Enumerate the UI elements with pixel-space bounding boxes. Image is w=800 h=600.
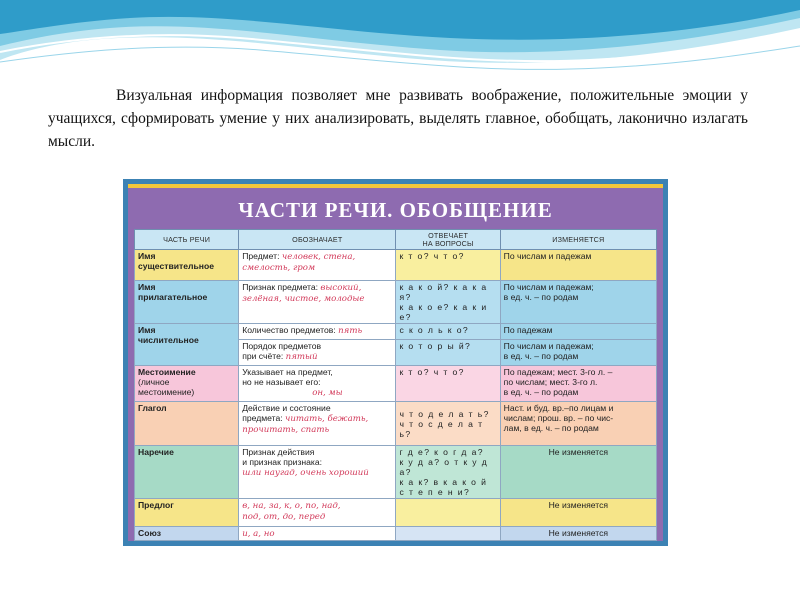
cell-name: Имя числительное bbox=[135, 324, 239, 366]
cell-name: Предлог bbox=[135, 499, 239, 527]
intro-paragraph: Визуальная информация позволяет мне развивать воображение, положительные эмоции у учащихся, сформировать умение у них анализировать, выделять главное, обобщать, лаконично излагать мысли. bbox=[48, 87, 748, 150]
cell-questions: к т о? ч т о? bbox=[396, 366, 500, 402]
cell-questions: к т о? ч т о? bbox=[396, 250, 500, 281]
cell-name: Глагол bbox=[135, 402, 239, 446]
cell-questions: ч т о д е л а т ь? ч т о с д е л а т ь? bbox=[396, 402, 500, 446]
table-row-verb bbox=[135, 402, 657, 446]
table-header-row bbox=[135, 230, 657, 250]
cell-means: Признак предмета: высокий, зелёная, чистое, молодые bbox=[239, 281, 396, 324]
parts-of-speech-table bbox=[134, 229, 657, 541]
cell-questions bbox=[396, 527, 500, 541]
cell-means: в, на, за, к, о, по, над, под, от, до, перед bbox=[239, 499, 396, 527]
cell-questions: к о т о р ы й? bbox=[396, 340, 500, 366]
cell-changes: По числам и падежам bbox=[500, 250, 656, 281]
cell-means: Порядок предметов при счёте: пятый bbox=[239, 340, 396, 366]
cell-means: Указывает на предмет, но не называет его: он, мы bbox=[239, 366, 396, 402]
decorative-wave bbox=[0, 0, 800, 80]
cell-changes: Не изменяется bbox=[500, 446, 656, 499]
cell-questions: с к о л ь к о? bbox=[396, 324, 500, 340]
cell-name: Наречие bbox=[135, 446, 239, 499]
table-row-preposition bbox=[135, 499, 657, 527]
cell-name: Местоимение (личное местоимение) bbox=[135, 366, 239, 402]
poster-title: ЧАСТИ РЕЧИ. ОБОБЩЕНИЕ bbox=[238, 198, 553, 222]
cell-name: Имя прилагательное bbox=[135, 281, 239, 324]
table-row-pronoun bbox=[135, 366, 657, 402]
header-means: ОБОЗНАЧАЕТ bbox=[239, 230, 396, 250]
cell-changes: По падежам bbox=[500, 324, 656, 340]
cell-means: Признак действия и признак признака: шли наугад, очень хороший bbox=[239, 446, 396, 499]
header-changes: ИЗМЕНЯЕТСЯ bbox=[500, 230, 656, 250]
cell-means: Действие и состояние предмета: читать, бежать, прочитать, спать bbox=[239, 402, 396, 446]
header-answers: ОТВЕЧАЕТ НА ВОПРОСЫ bbox=[396, 230, 500, 250]
cell-changes: По падежам; мест. 3-го л. – по числам; мест. 3-го л. в ед. ч. – по родам bbox=[500, 366, 656, 402]
header-part: ЧАСТЬ РЕЧИ bbox=[135, 230, 239, 250]
cell-questions: к а к о й? к а к а я? к а к о е? к а к и е? bbox=[396, 281, 500, 324]
cell-means: Количество предметов: пять bbox=[239, 324, 396, 340]
cell-name: Имя существительное bbox=[135, 250, 239, 281]
table-row-adjective bbox=[135, 281, 657, 324]
cell-changes: По числам и падежам; в ед. ч. – по родам bbox=[500, 281, 656, 324]
cell-changes: По числам и падежам; в ед. ч. – по родам bbox=[500, 340, 656, 366]
table-row-adverb bbox=[135, 446, 657, 499]
cell-changes: Наст. и буд. вр.–по лицам и числам; прош. вр. – по чис- лам, в ед. ч. – по родам bbox=[500, 402, 656, 446]
cell-means: и, а, но bbox=[239, 527, 396, 541]
table-row-noun bbox=[135, 250, 657, 281]
cell-questions bbox=[396, 499, 500, 527]
cell-name: Союз bbox=[135, 527, 239, 541]
cell-changes: Не изменяется bbox=[500, 499, 656, 527]
table-row-conjunction bbox=[135, 527, 657, 541]
cell-questions: г д е? к о г д а? к у д а? о т к у д а? к а к? в к а к о й с т е п е н и? bbox=[396, 446, 500, 499]
parts-of-speech-poster bbox=[123, 179, 668, 546]
cell-changes: Не изменяется bbox=[500, 527, 656, 541]
cell-means: Предмет: человек, стена, смелость, гром bbox=[239, 250, 396, 281]
table-row-numeral bbox=[135, 324, 657, 340]
